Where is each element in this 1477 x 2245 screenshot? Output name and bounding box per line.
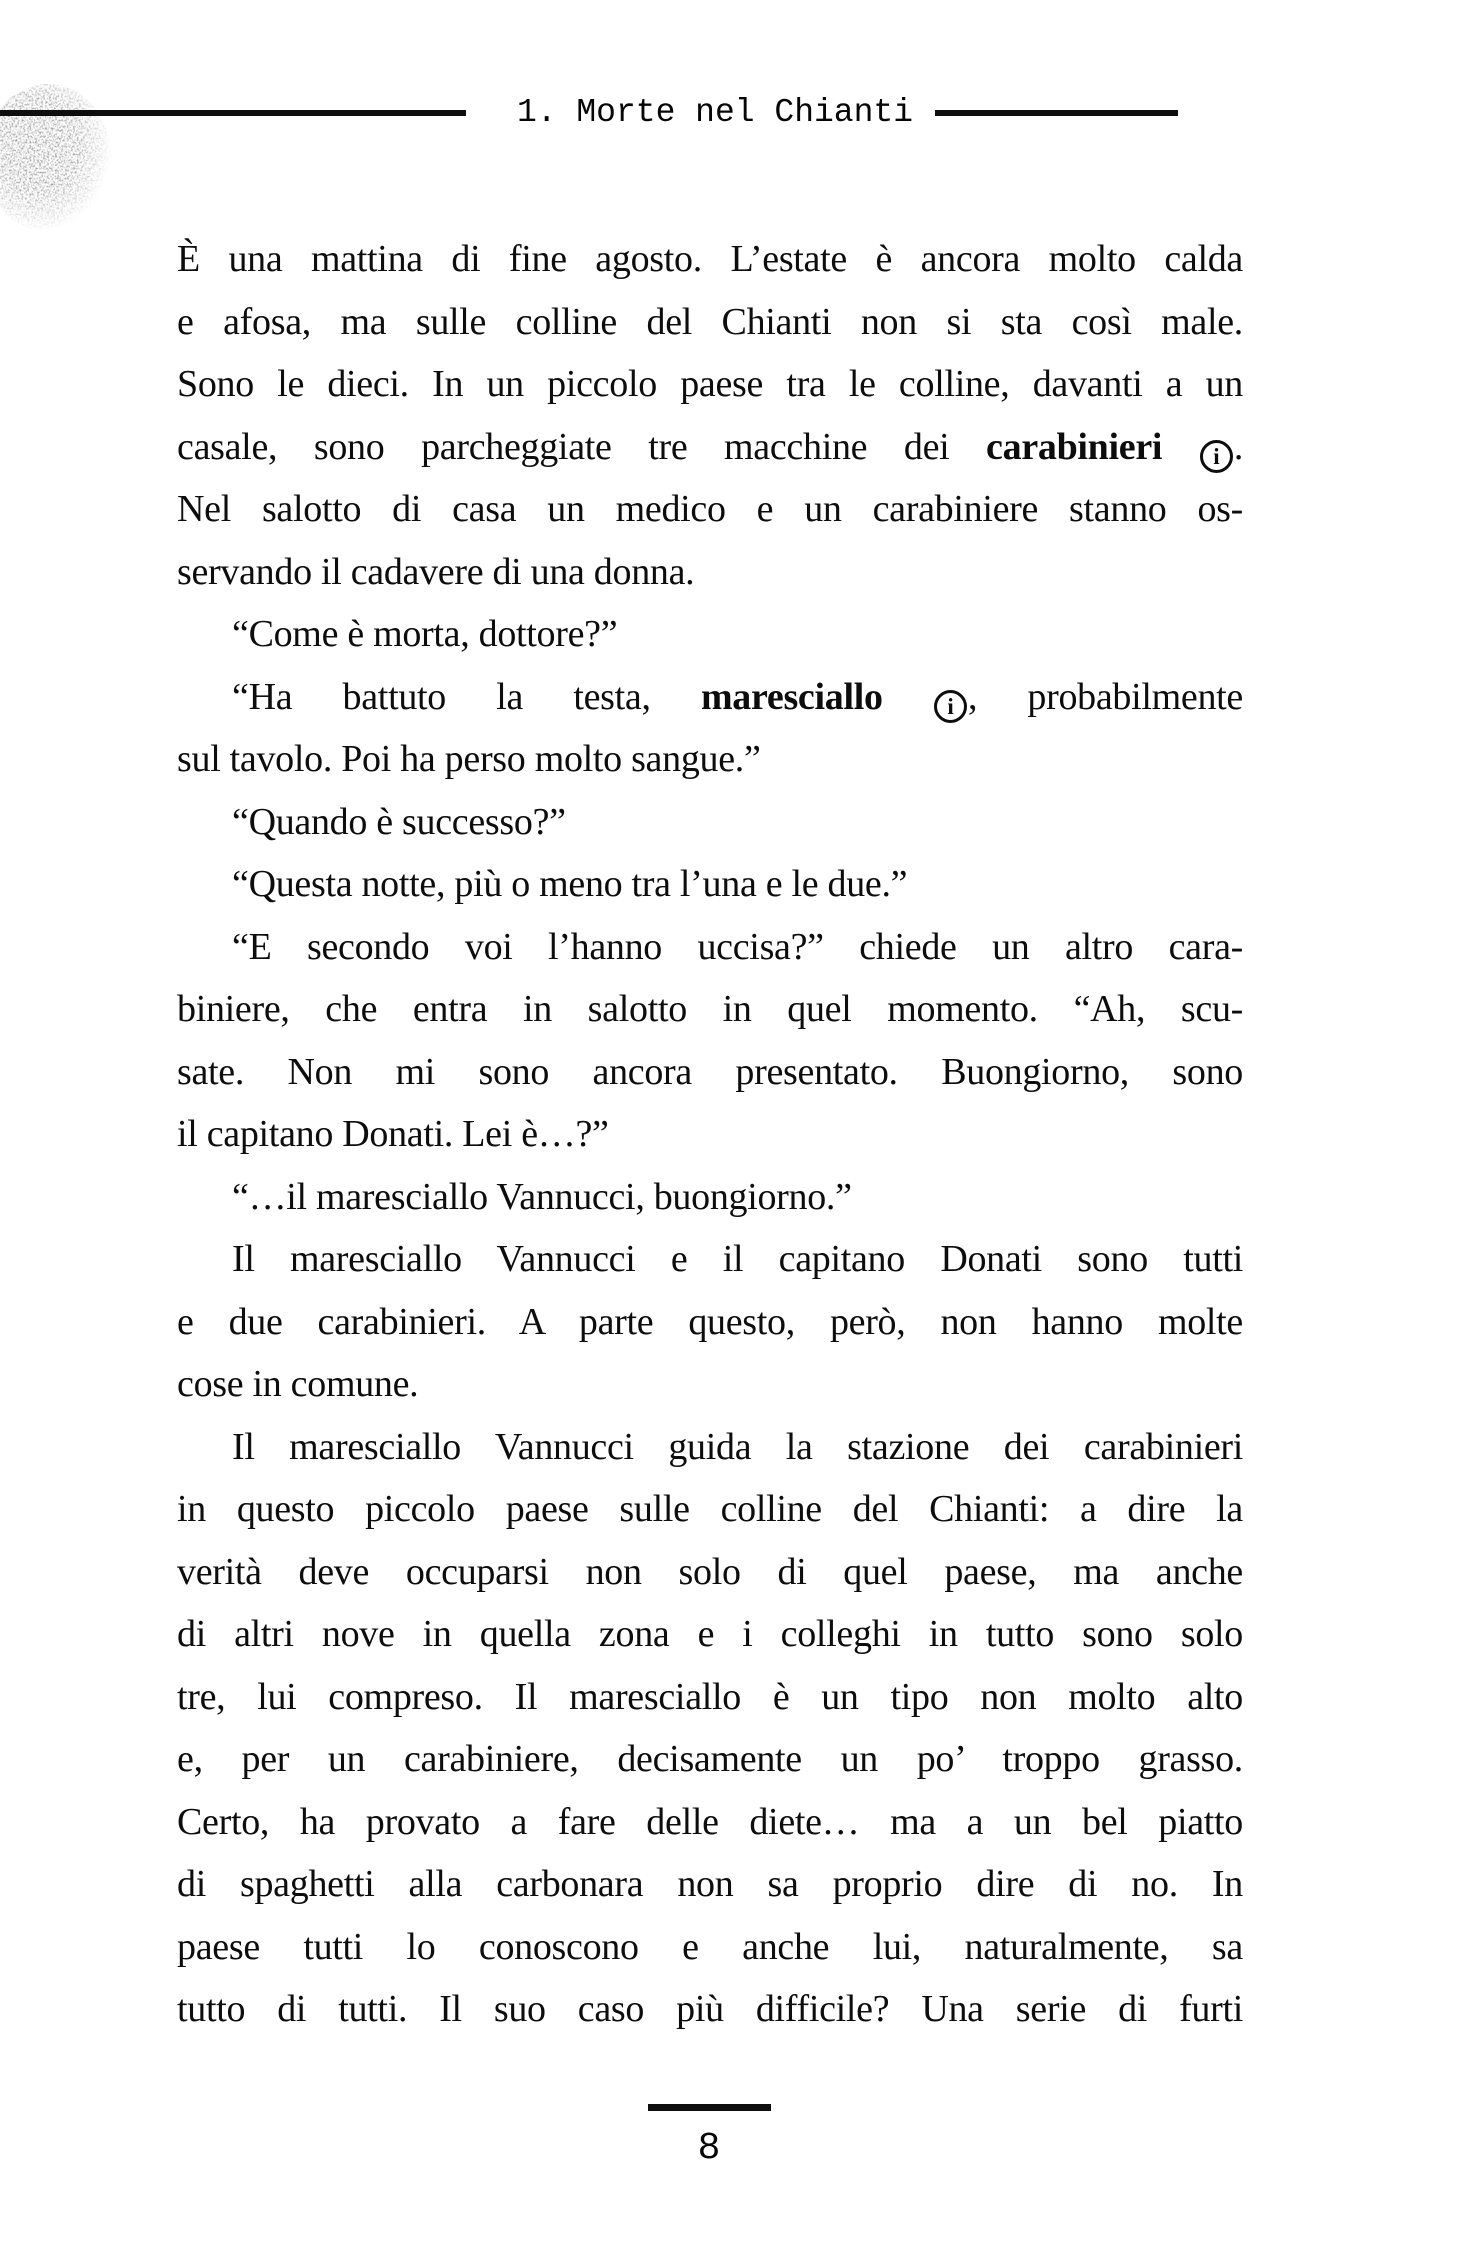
text-line (177, 1791, 1243, 1854)
text-segment: il capitano Donati. Lei è…?” (177, 1113, 609, 1155)
text-segment: “E secondo voi l’hanno uccisa?” chiede un altro cara- (232, 925, 1243, 968)
text-line (177, 1103, 1243, 1166)
text-line (177, 541, 1243, 604)
text-line (177, 791, 1243, 854)
text-segment: “Quando è successo?” (232, 800, 566, 843)
fingerprint-smudge-image (0, 84, 131, 242)
text-line (177, 1041, 1243, 1104)
text-line (177, 291, 1243, 354)
chapter-title: 1. Morte nel Chianti (516, 94, 914, 131)
text-line (177, 1728, 1243, 1791)
text-segment: , probabilmente (967, 675, 1243, 718)
body-text (177, 228, 1243, 2041)
text-segment: sate. Non mi sono ancora presentato. Buongiorno, sono (177, 1050, 1243, 1093)
text-line (177, 478, 1243, 541)
text-segment: sul tavolo. Poi ha perso molto sangue.” (177, 738, 761, 780)
text-line (177, 1853, 1243, 1916)
text-segment: . (1233, 425, 1244, 468)
page-number: 8 (697, 2127, 721, 2170)
text-segment: “Come è morta, dottore?” (232, 613, 618, 655)
info-glossary-icon: i (934, 690, 967, 723)
text-segment: in questo piccolo paese sulle colline del Chianti: a dire la (177, 1488, 1243, 1530)
text-line (177, 1478, 1243, 1541)
text-segment: casale, sono parcheggiate tre macchine dei (177, 425, 987, 468)
text-line (177, 1291, 1243, 1354)
header-rule-right (935, 110, 1178, 116)
text-segment: servando il cadavere di una donna. (177, 550, 695, 593)
text-segment: di spaghetti alla carbonara non sa proprio dire di no. In (177, 1863, 1243, 1905)
text-segment: È una mattina di fine agosto. L’estate è ancora molto calda (177, 238, 1243, 280)
text-segment: Il maresciallo Vannucci guida la stazione dei carabinieri (232, 1425, 1243, 1468)
text-segment: di altri nove in quella zona e i colleghi in tutto sono solo (177, 1613, 1243, 1655)
text-segment (883, 676, 933, 718)
text-segment: Nel salotto di casa un medico e un carabiniere stanno os- (177, 488, 1243, 530)
text-line (177, 416, 1243, 479)
text-line (177, 228, 1243, 291)
text-segment: tutto di tutti. Il suo caso più difficile? Una serie di furti (177, 1988, 1243, 2030)
text-line (177, 1353, 1243, 1416)
bold-term: maresciallo (700, 675, 883, 718)
text-segment: cose in comune. (177, 1363, 419, 1405)
text-segment: “Questa notte, più o meno tra l’una e le due.” (232, 863, 908, 905)
info-glossary-icon: i (1200, 440, 1233, 473)
text-line (177, 728, 1243, 791)
text-segment: “Ha battuto la testa, (232, 675, 701, 718)
text-segment: Sono le dieci. In un piccolo paese tra le colline, davanti a un (177, 363, 1243, 405)
text-segment (1162, 426, 1199, 468)
text-segment: paese tutti lo conoscono e anche lui, naturalmente, sa (177, 1925, 1243, 1968)
text-line (177, 1978, 1243, 2041)
text-line (177, 1666, 1243, 1729)
text-segment: e, per un carabiniere, decisamente un po’ troppo grasso. (177, 1738, 1243, 1780)
text-segment: verità deve occuparsi non solo di quel paese, ma anche (177, 1550, 1243, 1593)
header-rule-left (0, 110, 466, 116)
text-line (177, 978, 1243, 1041)
text-line (177, 1166, 1243, 1229)
text-line (177, 666, 1243, 729)
text-line (177, 1228, 1243, 1291)
text-segment: biniere, che entra in salotto in quel momento. “Ah, scu- (177, 988, 1243, 1030)
bold-term: carabinieri (986, 425, 1163, 468)
text-line (177, 1541, 1243, 1604)
text-segment: tre, lui compreso. Il maresciallo è un tipo non molto alto (177, 1675, 1243, 1718)
text-segment: Certo, ha provato a fare delle diete… ma a un bel piatto (177, 1800, 1243, 1843)
footer-divider (648, 2104, 771, 2111)
text-segment: Il maresciallo Vannucci e il capitano Donati sono tutti (232, 1238, 1243, 1280)
text-line (177, 1416, 1243, 1479)
text-line (177, 916, 1243, 979)
text-segment: “…il maresciallo Vannucci, buongiorno.” (232, 1175, 852, 1218)
text-line (177, 353, 1243, 416)
text-segment: e due carabinieri. A parte questo, però, non hanno molte (177, 1300, 1243, 1343)
text-line (177, 853, 1243, 916)
text-line (177, 603, 1243, 666)
text-segment: e afosa, ma sulle colline del Chianti non si sta così male. (177, 300, 1243, 343)
text-line (177, 1916, 1243, 1979)
text-line (177, 1603, 1243, 1666)
